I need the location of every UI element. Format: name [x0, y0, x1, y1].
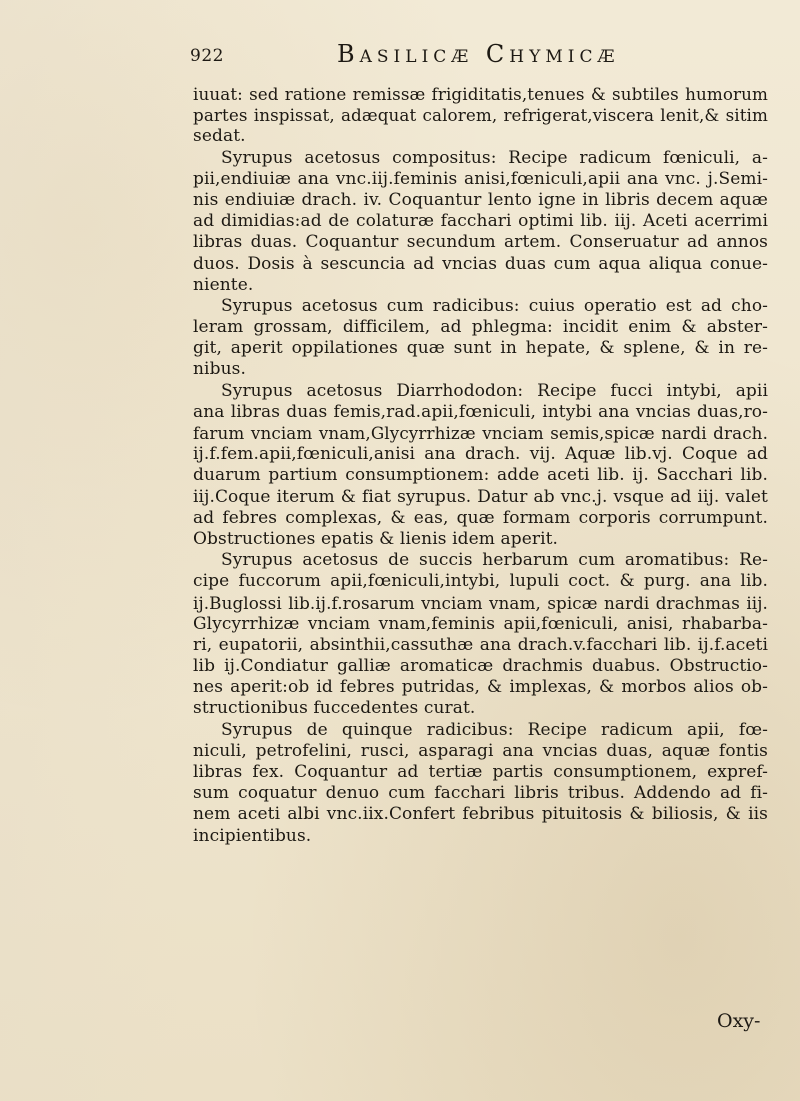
text-line: partes inspissat, adæquat calorem, refrigerat,viscera lenit,& sitim [193, 105, 768, 126]
page-number: 922 [190, 46, 224, 66]
text-line: git, aperit oppilationes quæ sunt in hepate, & splene, & in re- [193, 338, 768, 359]
catchword: Oxy- [717, 1010, 761, 1032]
inner-margin [0, 0, 180, 1101]
text-line: sum coquatur denuo cum facchari libris tribus. Addendo ad fi- [193, 783, 768, 804]
text-line: lib ij.Condiatur galliæ aromaticæ drachmis duabus. Obstructio- [193, 656, 768, 677]
text-line: structionibus fuccedentes curat. [193, 698, 476, 719]
text-line: pii,endiuiæ ana vnc.iij.feminis anisi,fœniculi,apii ana vnc. j.Semi- [193, 168, 768, 189]
text-line: ad dimidias:ad de colaturæ facchari optimi lib. iij. Aceti acerrimi [193, 211, 768, 232]
text-line: nibus. [193, 359, 246, 380]
text-line: libras fex. Coquantur ad tertiæ partis consumptionem, expref- [193, 762, 768, 782]
text-line: libras duas. Coquantur secundum artem. Conseruatur ad annos [193, 232, 768, 253]
text-line: nem aceti albi vnc.iix.Confert febribus pituitosis & biliosis, & iis [193, 804, 768, 825]
running-title: Basilicæ Chymicæ [337, 40, 620, 68]
text-line: ana libras duas femis,rad.apii,fœniculi, intybi ana vncias duas,ro- [193, 401, 768, 422]
text-line: Syrupus acetosus compositus: Recipe radicum fœniculi, a- [221, 147, 768, 168]
text-line: incipientibus. [193, 825, 312, 846]
text-line: cipe fuccorum apii,fœniculi,intybi, lupuli coct. & purg. ana lib. [193, 571, 768, 592]
text-line: duarum partium consumptionem: adde aceti lib. ij. Sacchari lib. [193, 465, 768, 486]
text-line: duos. Dosis à sescuncia ad vncias duas cum aqua aliqua conue- [193, 253, 768, 274]
text-line: Glycyrrhizæ vnciam vnam,feminis apii,fœniculi, anisi, rhabarba- [193, 613, 768, 634]
text-line: leram grossam, difficilem, ad phlegma: incidit enim & abster- [193, 317, 768, 338]
text-line: ri, eupatorii, absinthii,cassuthæ ana drach.v.facchari lib. ij.f.aceti [193, 634, 768, 655]
text-line: niente. [193, 274, 254, 295]
text-line: nes aperit:ob id febres putridas, & implexas, & morbos alios ob- [193, 677, 768, 698]
text-line: niculi, petrofelini, rusci, asparagi ana vncias duas, aquæ fontis [193, 740, 768, 761]
text-line: iij.Coque iterum & fiat syrupus. Datur ab vnc.j. vsque ad iij. valet [193, 486, 768, 507]
text-line: ij.Buglossi lib.ij.f.rosarum vnciam vnam, spicæ nardi drachmas iij. [193, 592, 768, 613]
text-line: iuuat: sed ratione remissæ frigiditatis,tenues & subtiles humorum [193, 84, 768, 104]
text-line: nis endiuiæ drach. iv. Coquantur lento igne in libris decem aquæ [193, 189, 768, 210]
page-header [190, 40, 780, 80]
body-text [193, 84, 768, 847]
text-line: ad febres complexas, & eas, quæ formam corporis corrumpunt. [193, 507, 768, 528]
text-line: Syrupus de quinque radicibus: Recipe radicum apii, fœ- [221, 719, 768, 740]
text-line: sedat. [193, 126, 246, 147]
text-line: Obstructiones epatis & lienis idem aperit. [193, 528, 559, 549]
text-line: Syrupus acetosus Diarrhododon: Recipe fucci intybi, apii [221, 380, 768, 401]
text-line: farum vnciam vnam,Glycyrrhizæ vnciam semis,spicæ nardi drach. [193, 423, 768, 443]
text-line: Syrupus acetosus de succis herbarum cum aromatibus: Re- [221, 550, 768, 571]
text-line: ij.f.fem.apii,fœniculi,anisi ana drach. vij. Aquæ lib.vj. Coque ad [193, 444, 768, 465]
text-line: Syrupus acetosus cum radicibus: cuius operatio est ad cho- [221, 295, 768, 316]
